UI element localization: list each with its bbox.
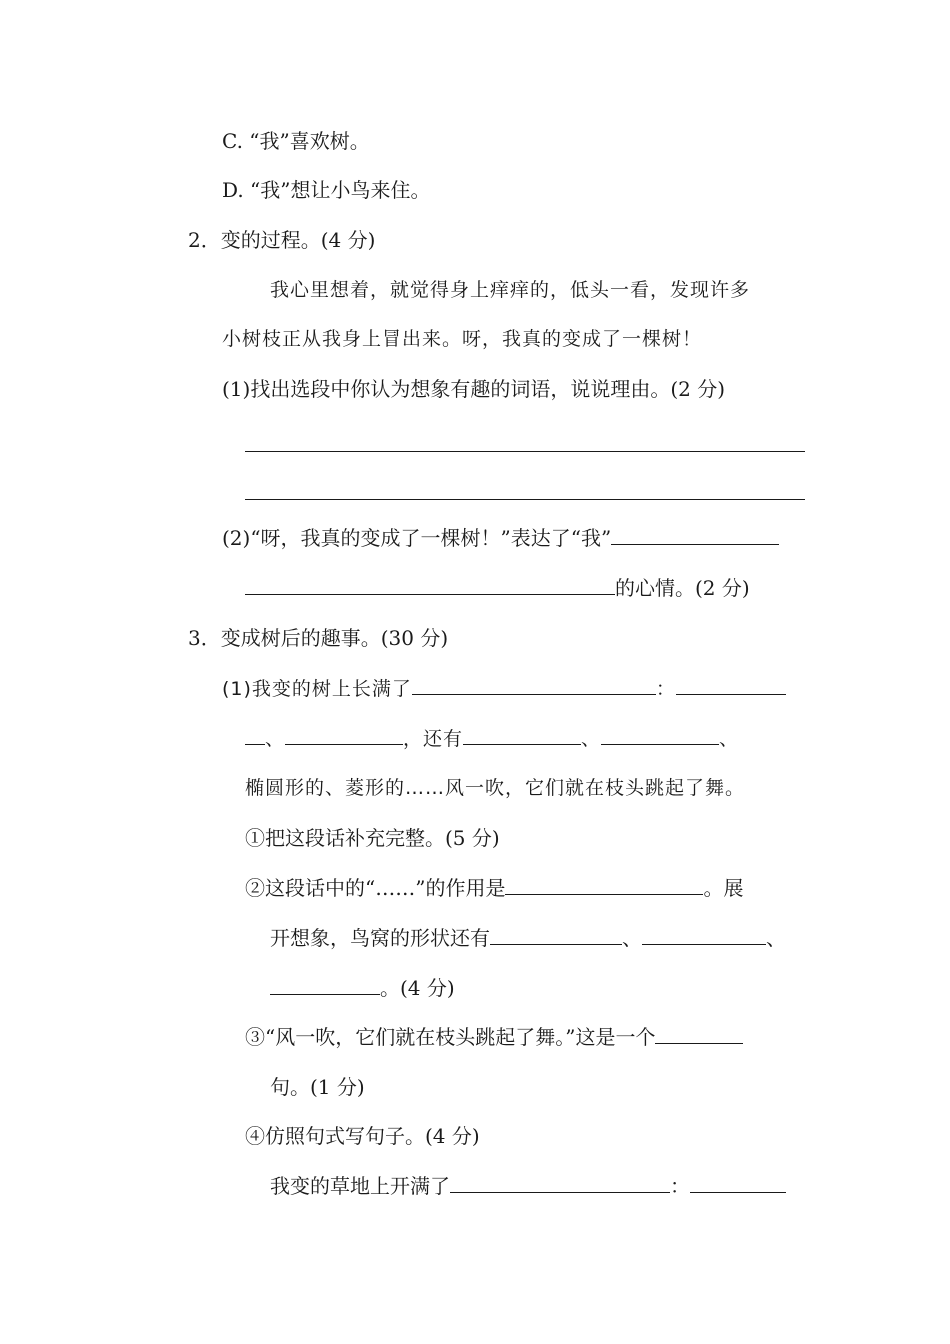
passage-line-2: 小树枝正从我身上冒出来。呀，我真的变成了一棵树！ [222, 328, 703, 350]
haiyou-text: ，还有 [403, 728, 464, 750]
task-4: ④仿照句式写句子。(4 分) [245, 1124, 480, 1148]
task-2-line2-prefix: 开想象，鸟窝的形状还有 [270, 926, 490, 950]
q2-sub2-suffix: 的心情。(2 分) [615, 576, 750, 600]
answer-line-2[interactable] [245, 499, 805, 500]
answer-line-1[interactable] [245, 451, 805, 452]
q3-sub1-prefix: (1)我变的树上长满了 [222, 678, 412, 700]
sentence-type-blank[interactable] [655, 1023, 743, 1044]
ellipsis-purpose-blank[interactable] [505, 874, 703, 895]
dun-4: 、 [622, 926, 642, 950]
nest-shape-blank-2[interactable] [642, 924, 766, 945]
task-1: ①把这段话补充完整。(5 分) [245, 826, 500, 850]
tree-blank-5[interactable] [601, 724, 719, 745]
feeling-blank-1[interactable] [611, 524, 779, 545]
task-3-prefix: ③“风一吹，它们就在枝头跳起了舞。”这是一个 [245, 1025, 656, 1049]
task-2-prefix: ②这段话中的“……”的作用是 [245, 876, 506, 900]
colon-text-2: ： [670, 1174, 690, 1198]
tree-blank-3[interactable] [285, 724, 403, 745]
feeling-blank-2[interactable] [245, 574, 615, 595]
dun-3: 、 [719, 728, 740, 750]
question-2-heading: 2．变的过程。(4 分) [188, 228, 376, 252]
task-2-suffix: 。展 [703, 876, 744, 900]
task-2-score: 。(4 分) [380, 976, 455, 1000]
nest-shape-blank-1[interactable] [490, 924, 622, 945]
passage-line-1: 我心里想着，就觉得身上痒痒的，低头一看，发现许多 [270, 279, 751, 301]
dun-1: 、 [265, 728, 286, 750]
option-d: D. “我”想让小鸟来住。 [222, 178, 431, 202]
meadow-blank-2[interactable] [690, 1172, 786, 1193]
meadow-blank-1[interactable] [450, 1172, 670, 1193]
dun-5: 、 [766, 926, 786, 950]
tree-blank-1[interactable] [412, 674, 656, 695]
tree-blank-2-cont[interactable] [245, 724, 265, 745]
q3-line3: 椭圆形的、菱形的……风一吹，它们就在枝头跳起了舞。 [245, 777, 746, 799]
colon-text: ： [655, 678, 676, 700]
task-4-prefix: 我变的草地上开满了 [270, 1174, 450, 1198]
question-3-heading: 3．变成树后的趣事。(30 分) [188, 626, 449, 650]
dun-2: 、 [581, 728, 602, 750]
q2-sub2-text: (2)“呀，我真的变成了一棵树！”表达了“我” [222, 526, 612, 550]
q2-sub1: (1)找出选段中你认为想象有趣的词语，说说理由。(2 分) [222, 377, 726, 401]
nest-shape-blank-3[interactable] [270, 974, 380, 995]
tree-blank-2[interactable] [676, 674, 786, 695]
option-c: C. “我”喜欢树。 [222, 129, 370, 153]
task-3-line2: 句。(1 分) [270, 1075, 365, 1099]
tree-blank-4[interactable] [463, 724, 581, 745]
